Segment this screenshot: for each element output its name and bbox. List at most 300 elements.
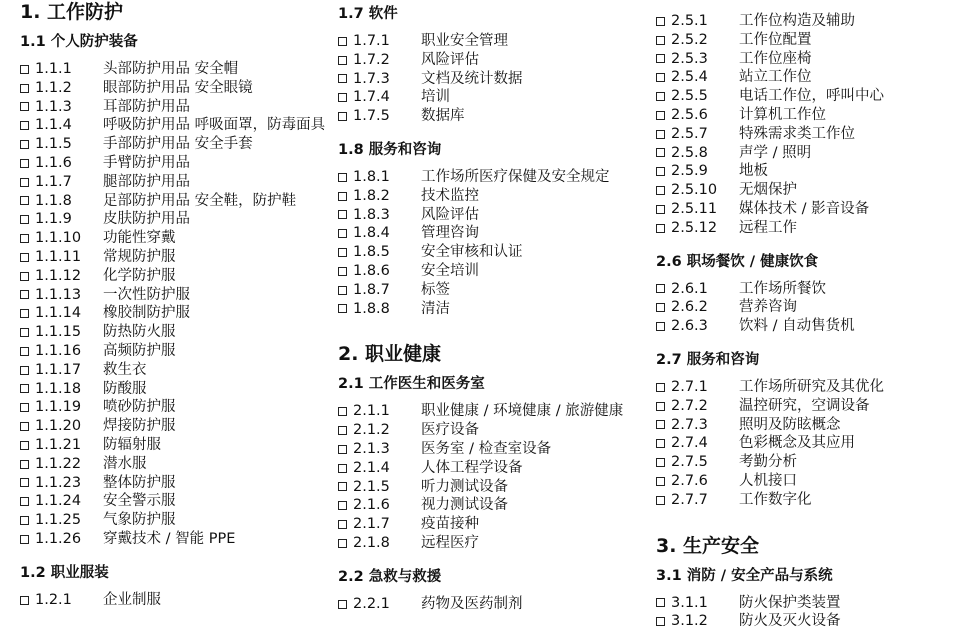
item-number: 2.1.1 [353,403,390,420]
list-1-8 [338,168,638,318]
list-item [20,98,320,117]
list-item [20,286,320,305]
checkbox-square-icon [338,56,347,65]
subsection-heading-1-7: 1.7 软件 [338,6,398,22]
checkbox-square-icon [656,130,665,139]
item-label: 声学 / 照明 [739,144,812,161]
list-item [338,262,638,281]
list-item [20,417,320,436]
item-number: 2.1.8 [353,534,390,551]
section-heading-2: 2. 职业健康 [338,343,442,366]
list-item [656,50,956,69]
checkbox-square-icon [20,234,29,243]
list-item [338,595,638,614]
item-number: 1.1.5 [35,136,72,153]
item-label: 特殊需求类工作位 [739,125,855,142]
checkbox-square-icon [20,290,29,299]
list-2-5 [656,12,956,238]
checkbox-square-icon [338,229,347,238]
list-item [338,534,638,553]
item-number: 1.7.5 [353,108,390,125]
checkbox-square-icon [656,477,665,486]
checkbox-square-icon [338,445,347,454]
list-item [338,496,638,515]
item-number: 2.5.3 [671,50,708,67]
list-item [338,440,638,459]
item-label: 橡胶制防护服 [103,305,190,322]
checkbox-square-icon [656,402,665,411]
item-number: 2.6.3 [671,318,708,335]
subsection-heading-2-2: 2.2 急救与救援 [338,568,442,585]
checkbox-square-icon [338,464,347,473]
item-number: 1.7.4 [353,89,390,106]
item-number: 2.2.1 [353,595,390,612]
item-label: 安全警示服 [103,493,176,510]
list-2-2 [338,595,638,614]
checkbox-square-icon [20,159,29,168]
item-number: 2.5.8 [671,144,708,161]
section-heading-3: 3. 生产安全 [656,534,760,557]
checkbox-square-icon [20,596,29,605]
checkbox-square-icon [656,496,665,505]
list-item [656,378,956,397]
list-item [20,267,320,286]
checkbox-square-icon [20,84,29,93]
item-number: 1.8.1 [353,168,390,185]
checkbox-square-icon [338,304,347,313]
item-number: 2.1.3 [353,440,390,457]
checkbox-square-icon [656,167,665,176]
item-label: 企业制服 [103,591,161,608]
list-item [338,402,638,421]
item-number: 3.1.2 [671,613,708,630]
item-label: 无烟保护 [739,182,797,199]
item-label: 医务室 / 检查室设备 [421,440,552,457]
item-label: 文档及统计数据 [421,70,523,87]
list-item [20,210,320,229]
checkbox-square-icon [656,284,665,293]
item-label: 手臂防护用品 [103,154,190,171]
list-item [338,32,638,51]
checkbox-square-icon [20,253,29,262]
item-number: 2.1.2 [353,422,390,439]
checkbox-square-icon [20,497,29,506]
checkbox-square-icon [20,328,29,337]
item-number: 1.8.5 [353,244,390,261]
item-label: 职业健康 / 环境健康 / 旅游健康 [421,403,624,420]
checkbox-square-icon [338,482,347,491]
item-label: 眼部防护用品 安全眼镜 [103,79,253,96]
checkbox-square-icon [20,272,29,281]
checkbox-square-icon [338,173,347,182]
item-label: 风险评估 [421,51,479,68]
item-label: 视力测试设备 [421,497,508,514]
list-item [338,421,638,440]
item-label: 饮料 / 自动售货机 [739,318,855,335]
checkbox-square-icon [20,140,29,149]
item-number: 1.1.13 [35,286,82,303]
checkbox-square-icon [20,460,29,469]
item-label: 一次性防护服 [103,286,190,303]
list-2-1 [338,402,638,552]
checkbox-square-icon [338,74,347,83]
checkbox-square-icon [656,73,665,82]
list-item [656,416,956,435]
item-label: 喷砂防护服 [103,399,176,416]
item-number: 2.5.5 [671,88,708,105]
item-label: 功能性穿戴 [103,230,176,247]
list-item [338,281,638,300]
subsection-heading-2-1: 2.1 工作医生和医务室 [338,376,485,393]
list-item [656,280,956,299]
list-item [20,455,320,474]
list-item [656,87,956,106]
item-number: 2.1.4 [353,459,390,476]
list-item [20,380,320,399]
subsection-heading-2-6: 2.6 职场餐饮 / 健康饮食 [656,253,819,270]
item-label: 风险评估 [421,206,479,223]
item-label: 远程医疗 [421,534,479,551]
item-label: 药物及医药制剂 [421,595,523,612]
checkbox-square-icon [338,37,347,46]
item-number: 2.5.12 [671,219,718,236]
item-label: 计算机工作位 [739,106,826,123]
item-number: 2.5.2 [671,31,708,48]
column-1 [20,0,326,610]
list-item [338,515,638,534]
list-item [338,459,638,478]
checkbox-square-icon [656,205,665,214]
item-number: 2.1.5 [353,478,390,495]
item-label: 营养咨询 [739,299,797,316]
item-label: 标签 [421,281,450,298]
checkbox-square-icon [20,384,29,393]
checkbox-square-icon [656,111,665,120]
list-item [20,79,320,98]
checkbox-square-icon [338,210,347,219]
checkbox-square-icon [656,322,665,331]
item-label: 工作数字化 [739,491,812,508]
item-label: 化学防护服 [103,267,176,284]
checkbox-square-icon [656,439,665,448]
item-label: 气象防护服 [103,512,176,529]
subsection-heading-3-1: 3.1 消防 / 安全产品与系统 [656,567,833,584]
list-item [20,492,320,511]
list-item [338,107,638,126]
item-number: 1.7.3 [353,70,390,87]
checkbox-square-icon [656,598,665,607]
checkbox-square-icon [338,426,347,435]
item-number: 1.1.22 [35,455,82,472]
item-label: 医疗设备 [421,422,479,439]
item-number: 2.5.6 [671,106,708,123]
item-label: 人机接口 [739,472,797,489]
list-item [20,60,320,79]
list-item [338,224,638,243]
checkbox-square-icon [656,420,665,429]
list-item [20,248,320,267]
checkbox-square-icon [20,102,29,111]
item-label: 听力测试设备 [421,478,508,495]
list-1-2 [20,591,320,610]
item-number: 1.1.1 [35,61,72,77]
item-label: 管理咨询 [421,225,479,242]
checkbox-square-icon [656,92,665,101]
item-label: 皮肤防护用品 [103,211,190,228]
list-item [20,398,320,417]
item-label: 远程工作 [739,219,797,236]
item-label: 常规防护服 [103,248,176,265]
item-number: 1.1.9 [35,211,72,228]
list-item [20,474,320,493]
item-number: 1.1.10 [35,230,82,247]
item-label: 潜水服 [103,455,147,472]
item-label: 培训 [421,89,450,106]
item-number: 2.7.1 [671,378,708,395]
item-label: 疫苗接种 [421,516,479,533]
list-item [656,181,956,200]
checkbox-square-icon [338,600,347,609]
item-label: 安全审核和认证 [421,244,523,261]
list-item [656,68,956,87]
subsection-heading-2-7: 2.7 服务和咨询 [656,351,760,368]
checkbox-square-icon [338,112,347,121]
list-item [656,453,956,472]
item-number: 1.1.21 [35,436,82,453]
item-label: 防酸服 [103,380,147,397]
list-item [20,229,320,248]
item-label: 腿部防护用品 [103,173,190,190]
checkbox-square-icon [338,267,347,276]
list-item [656,317,956,336]
item-label: 焊接防护服 [103,418,176,435]
item-number: 1.1.6 [35,154,72,171]
checkbox-square-icon [20,65,29,74]
list-item [656,144,956,163]
list-item [338,168,638,187]
item-number: 1.2.1 [35,591,72,608]
subsection-heading-1-8: 1.8 服务和咨询 [338,141,442,158]
list-item [656,200,956,219]
item-number: 1.8.8 [353,300,390,317]
checkbox-square-icon [656,148,665,157]
checkbox-square-icon [20,441,29,450]
list-item [656,31,956,50]
item-number: 2.5.9 [671,163,708,180]
list-item [20,173,320,192]
item-number: 1.1.19 [35,399,82,416]
item-label: 安全培训 [421,262,479,279]
subsection-heading-1-2: 1.2 职业服装 [20,564,109,581]
checkbox-square-icon [656,186,665,195]
item-label: 电话工作位，呼叫中心 [739,88,884,105]
item-number: 2.7.7 [671,491,708,508]
item-label: 防辐射服 [103,436,161,453]
list-item [20,511,320,530]
item-label: 防火保护类装置 [739,594,841,611]
list-3-1 [656,594,956,631]
list-2-6 [656,280,956,336]
column-2 [338,0,638,614]
item-number: 1.1.17 [35,361,82,378]
checkbox-square-icon [338,248,347,257]
item-label: 技术监控 [421,187,479,204]
item-number: 3.1.1 [671,594,708,611]
checkbox-square-icon [656,17,665,26]
list-item [338,243,638,262]
checkbox-square-icon [20,535,29,544]
list-item [20,591,320,610]
list-item [338,478,638,497]
item-label: 头部防护用品 安全帽 [103,61,239,77]
item-label: 考勤分析 [739,454,797,471]
item-label: 色彩概念及其应用 [739,435,855,452]
item-label: 工作场所研究及其优化 [739,378,884,395]
checkbox-square-icon [20,366,29,375]
item-number: 2.6.2 [671,299,708,316]
item-number: 1.1.23 [35,474,82,491]
item-number: 1.1.4 [35,117,72,134]
checkbox-square-icon [338,192,347,201]
item-number: 1.8.4 [353,225,390,242]
item-label: 工作位座椅 [739,50,812,67]
item-number: 2.1.6 [353,497,390,514]
list-item [656,219,956,238]
list-item [656,162,956,181]
checkbox-square-icon [656,36,665,45]
item-label: 手部防护用品 安全手套 [103,136,253,153]
item-number: 2.5.11 [671,200,718,217]
item-label: 高频防护服 [103,342,176,359]
list-item [20,436,320,455]
checkbox-square-icon [20,422,29,431]
checkbox-square-icon [20,215,29,224]
item-label: 防火及灭火设备 [739,613,841,630]
list-2-7 [656,378,956,510]
checkbox-square-icon [20,516,29,525]
checkbox-square-icon [656,224,665,233]
checkbox-square-icon [20,403,29,412]
list-item [20,116,326,135]
item-number: 1.7.2 [353,51,390,68]
list-item [20,342,320,361]
item-label: 地板 [739,163,768,180]
item-number: 1.1.12 [35,267,82,284]
list-item [20,530,320,549]
list-item [20,154,320,173]
list-item [338,300,638,319]
item-number: 1.1.24 [35,493,82,510]
list-item [656,12,956,31]
item-label: 人体工程学设备 [421,459,523,476]
checkbox-square-icon [656,617,665,626]
item-number: 1.8.3 [353,206,390,223]
item-label: 工作位构造及辅助 [739,13,855,29]
item-number: 1.1.25 [35,512,82,529]
item-label: 清洁 [421,300,450,317]
item-label: 穿戴技术 / 智能 PPE [103,530,236,547]
checkbox-square-icon [338,501,347,510]
item-label: 足部防护用品 安全鞋，防护鞋 [103,192,297,209]
column-3 [656,0,956,631]
list-item [338,206,638,225]
section-heading-1: 1. 工作防护 [20,1,124,23]
item-number: 2.7.5 [671,454,708,471]
item-number: 1.8.2 [353,187,390,204]
item-label: 工作位配置 [739,31,812,48]
list-1-7 [338,32,638,126]
list-item [338,88,638,107]
list-item [656,491,956,510]
item-number: 1.1.26 [35,530,82,547]
item-label: 媒体技术 / 影音设备 [739,200,870,217]
checkbox-square-icon [656,383,665,392]
checkbox-square-icon [20,196,29,205]
list-item [656,125,956,144]
item-number: 2.5.4 [671,69,708,86]
item-label: 职业安全管理 [421,33,508,49]
subsection-heading-1-1: 1.1 个人防护装备 [20,34,138,50]
list-item [656,612,956,631]
checkbox-square-icon [338,93,347,102]
list-item [656,594,956,613]
item-label: 整体防护服 [103,474,176,491]
list-item [20,135,320,154]
item-number: 2.1.7 [353,516,390,533]
item-number: 2.7.6 [671,472,708,489]
item-label: 救生衣 [103,361,147,378]
item-number: 1.1.18 [35,380,82,397]
checkbox-square-icon [338,539,347,548]
checkbox-square-icon [338,520,347,529]
checkbox-square-icon [338,286,347,295]
list-item [20,304,320,323]
item-label: 温控研究，空调设备 [739,397,870,414]
item-label: 照明及防眩概念 [739,416,841,433]
item-number: 1.1.3 [35,98,72,115]
item-number: 2.5.1 [671,13,708,29]
item-number: 2.5.10 [671,182,718,199]
list-item [656,397,956,416]
item-number: 1.1.16 [35,342,82,359]
checkbox-square-icon [656,54,665,63]
item-number: 1.1.15 [35,324,82,341]
checkbox-square-icon [20,478,29,487]
item-number: 1.1.7 [35,173,72,190]
checkbox-square-icon [338,407,347,416]
list-item [338,51,638,70]
checkbox-square-icon [20,178,29,187]
item-label: 站立工作位 [739,69,812,86]
checkbox-square-icon [20,121,29,130]
item-number: 1.1.14 [35,305,82,322]
checkbox-square-icon [656,458,665,467]
item-number: 2.7.3 [671,416,708,433]
list-item [656,298,956,317]
item-number: 1.1.2 [35,79,72,96]
item-number: 1.8.7 [353,281,390,298]
item-number: 1.1.11 [35,248,82,265]
list-item [656,472,956,491]
checkbox-square-icon [20,309,29,318]
item-number: 1.8.6 [353,262,390,279]
item-number: 2.7.2 [671,397,708,414]
list-item [20,192,320,211]
item-number: 1.1.20 [35,418,82,435]
item-number: 1.1.8 [35,192,72,209]
item-label: 防热防火服 [103,324,176,341]
item-number: 2.6.1 [671,280,708,297]
